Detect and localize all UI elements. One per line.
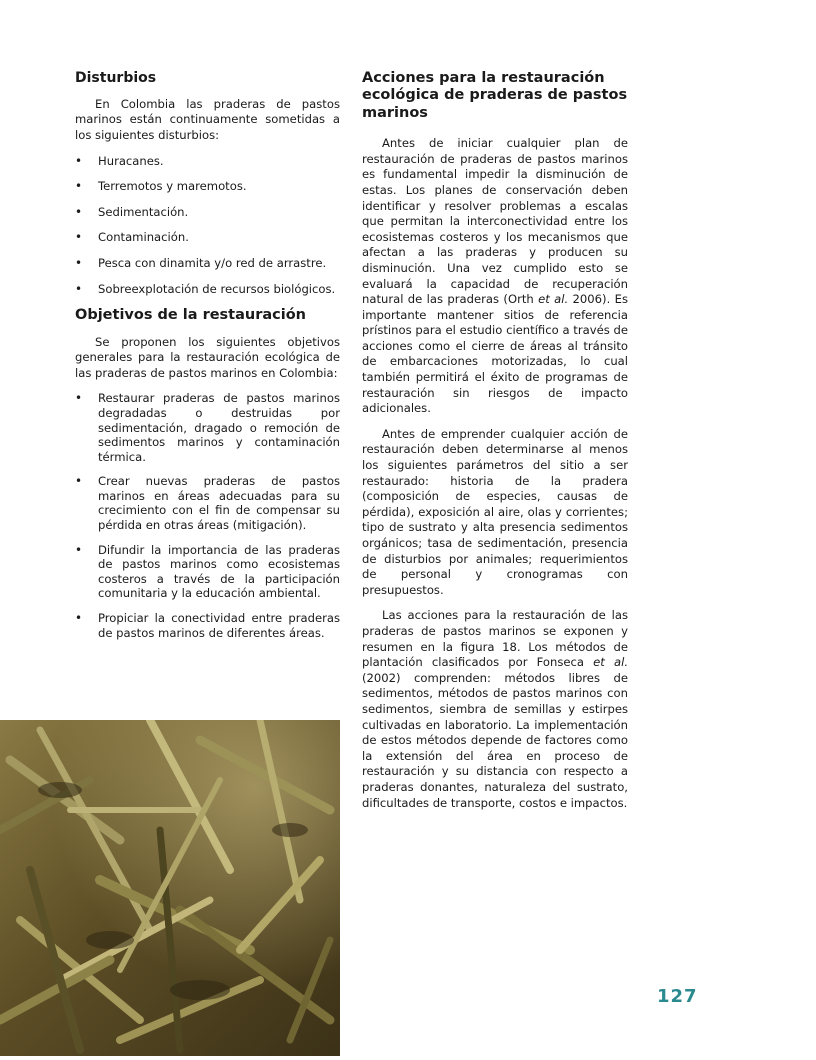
section-heading-disturbios: Disturbios <box>75 70 157 86</box>
section-heading-objetivos: Objetivos de la restauración <box>75 307 307 324</box>
disturbios-intro: En Colombia las praderas de pastos marinos están continuamente sometidas a los siguientes disturbios: <box>75 96 340 142</box>
list-item: • Sobreexplotación de recursos biológicos. <box>75 281 336 296</box>
bullet-icon: • <box>75 281 83 296</box>
objetivos-intro: Se proponen los siguientes objetivos generales para la restauración ecológica de las praderas de pastos marinos en Colombia: <box>75 334 340 380</box>
list-item: • Huracanes. <box>75 153 164 168</box>
acciones-paragraph-3: Las acciones para la restauración de las praderas de pastos marinos se exponen y resumen en la figura 18. Los métodos de plantación clasificados por Fonseca et al. (2002) comprenden: métodos libres de sedimentos, métodos de pastos marinos con sedimentos, siembra de semillas y estirpes cultivadas en laboratorio. La implementación de estos métodos depende de factores como la extensión del área en proceso de restauración y su distancia con respecto a praderas donantes, naturaleza del sustrato, dificultades de transporte, costos e impactos. <box>362 608 629 810</box>
bullet-icon: • <box>75 230 83 245</box>
list-item: • Sedimentación. <box>75 204 189 219</box>
bullet-icon: • <box>75 153 83 168</box>
list-item: • Crear nuevas praderas de pastos marinos en áreas adecuadas para su crecimiento con el fin de compensar su pérdida en otras áreas (mitigación). <box>75 474 340 533</box>
list-item: • Propiciar la conectividad entre praderas de pastos marinos de diferentes áreas. <box>75 611 340 640</box>
list-item: • Terremotos y maremotos. <box>75 179 247 194</box>
objetivos-list <box>75 391 340 640</box>
bullet-icon: • <box>75 204 83 219</box>
left-column <box>75 70 340 650</box>
seagrass-photo <box>0 720 340 1056</box>
acciones-paragraph-1: Antes de iniciar cualquier plan de restauración de praderas de pastos marinos es fundamental impedir la disminución de estas. Los planes de conservación deben identificar y resolver problemas a escalas que permitan la interconectividad entre los ecosistemas costeros y los mecanismos que afectan a las praderas y producen su disminución. Una vez cumplido esto se evaluará la capacidad de recuperación natural de las praderas (Orth et al. 2006). Es importante mantener sitios de referencia prístinos para el estudio científico a través de acciones como el cierre de áreas al tránsito de embarcaciones motorizadas, lo cual también permitirá el éxito de programas de restauración sin riesgos de impacto adicionales. <box>362 136 628 416</box>
right-column <box>362 70 628 821</box>
page-number: 127 <box>657 986 698 1007</box>
bullet-icon: • <box>75 255 83 270</box>
bullet-icon: • <box>75 611 83 626</box>
bullet-icon: • <box>75 542 83 557</box>
list-item: • Restaurar praderas de pastos marinos degradadas o destruidas por sedimentación, dragado o remoción de sedimentos marinos y contaminación térmica. <box>75 391 340 464</box>
list-item: • Contaminación. <box>75 230 189 245</box>
list-item: • Pesca con dinamita y/o red de arrastre. <box>75 255 327 270</box>
bullet-icon: • <box>75 391 83 406</box>
disturbios-list <box>75 154 340 297</box>
bullet-icon: • <box>75 179 83 194</box>
bullet-icon: • <box>75 474 83 489</box>
section-heading-acciones: Acciones para la restauración ecológica de praderas de pastos marinos <box>362 70 628 121</box>
list-item: • Difundir la importancia de las praderas de pastos marinos como ecosistemas costeros a través de la participación comunitaria y la educación ambiental. <box>75 542 340 601</box>
acciones-paragraph-2: Antes de emprender cualquier acción de restauración deben determinarse al menos los siguientes parámetros del sitio a ser restaurado: historia de la pradera (composición de especies, causas de pérdida), exposición al aire, olas y corrientes; tipo de sustrato y alta presencia sedimentos orgánicos; tasa de sedimentación, presencia de disturbios por animales; requerimientos de personal y cronogramas con presupuestos. <box>362 426 628 597</box>
seagrass-image <box>0 720 340 1056</box>
